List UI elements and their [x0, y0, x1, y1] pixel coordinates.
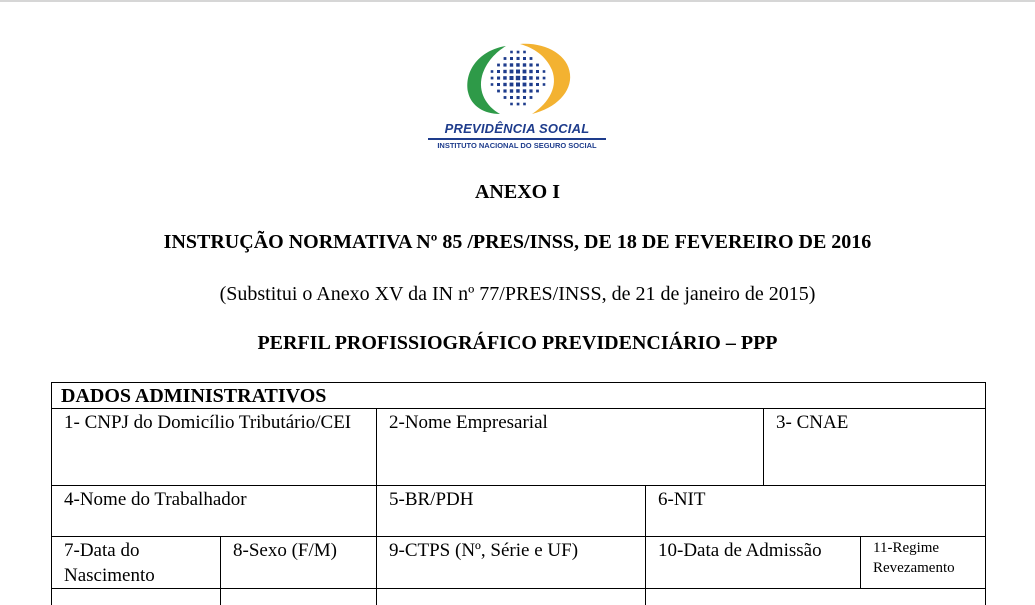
field-data-nascimento: 7-Data do Nascimento: [64, 540, 155, 586]
field-data-admissao: 10-Data de Admissão: [658, 540, 822, 561]
field-regime-revezamento: 11-Regime Revezamento: [873, 540, 955, 576]
anexo-title: ANEXO I: [474, 181, 560, 203]
ppp-title: PERFIL PROFISSIOGRÁFICO PREVIDENCIÁRIO – PPP: [257, 332, 778, 354]
section-dados-administrativos: DADOS ADMINISTRATIVOS: [61, 385, 327, 407]
field-ctps: 9-CTPS (Nº, Série e UF): [389, 540, 579, 561]
previdencia-social-logo: [424, 40, 610, 155]
field-nome-empresarial: 2-Nome Empresarial: [389, 412, 548, 433]
logo-rule: [428, 138, 606, 140]
field-nome-trabalhador: 4-Nome do Trabalhador: [64, 489, 247, 510]
instrucao-normativa-title: INSTRUÇÃO NORMATIVA Nº 85 /PRES/INSS, DE 18 DE FEVEREIRO DE 2016: [163, 231, 872, 253]
previdencia-emblem-icon: [462, 40, 572, 118]
top-border: [0, 0, 1035, 2]
logo-name: PREVIDÊNCIA SOCIAL: [444, 121, 590, 136]
field-cnpj: 1- CNPJ do Domicílio Tributário/CEI: [64, 412, 352, 433]
logo-subtitle: INSTITUTO NACIONAL DO SEGURO SOCIAL: [437, 141, 597, 150]
substitui-note: (Substitui o Anexo XV da IN nº 77/PRES/INSS, de 21 de janeiro de 2015): [219, 283, 816, 305]
field-br-pdh: 5-BR/PDH: [389, 489, 474, 510]
field-cnae: 3- CNAE: [776, 412, 849, 433]
field-sexo: 8-Sexo (F/M): [233, 540, 337, 561]
field-nit: 6-NIT: [658, 489, 706, 510]
